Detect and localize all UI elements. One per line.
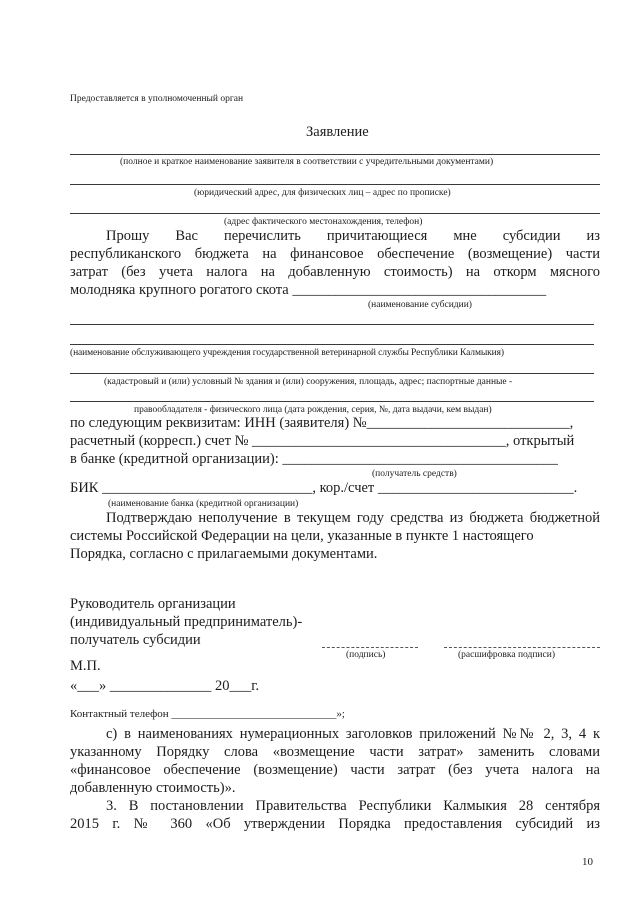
caption-signature: (подпись) <box>346 650 386 660</box>
request-line-1: Прошу Вас перечислить причитающиеся мне субсидии из <box>106 228 600 244</box>
requisites-line-1: по следующим реквизитам: ИНН (заявителя) №____________________________, <box>70 415 574 431</box>
owner-line <box>70 401 594 402</box>
para-3-line-1: 3. В постановлении Правительства Республики Калмыкия 28 сентября <box>106 798 600 814</box>
request-line-2: республиканского бюджета на финансовое обеспечение (возмещение) части <box>70 246 600 262</box>
request-line-3: затрат (без учета налога на добавленную стоимость) на откорм мясного <box>70 264 600 280</box>
para-c-line-4: добавленную стоимость)». <box>70 780 236 796</box>
para-c-line-2: указанному Порядку слова «возмещение части затрат» заменить словами <box>70 744 600 760</box>
caption-legal-address: (юридический адрес, для физических лиц – адрес по прописке) <box>194 188 451 198</box>
signatory-line-3: получатель субсидии <box>70 632 201 648</box>
page-title: Заявление <box>306 124 369 140</box>
signatory-line-1: Руководитель организации <box>70 596 236 612</box>
contact-phone-line: Контактный телефон ______________________________»; <box>70 708 345 720</box>
cadastral-line <box>70 373 594 374</box>
para-c-line-3: «финансовое обеспечение (возмещение) части затрат (без учета налога на <box>70 762 600 778</box>
signatory-line-2: (индивидуальный предприниматель)- <box>70 614 303 630</box>
confirm-line-1: Подтверждаю неполучение в текущем году средства из бюджета бюджетной <box>106 510 600 526</box>
caption-cadastral: (кадастровый и (или) условный № здания и (или) сооружения, площадь, адрес; паспортные данные - <box>104 377 513 387</box>
caption-recipient: (получатель средств) <box>372 469 457 479</box>
actual-address-line <box>70 213 600 214</box>
caption-vet-service: (наименование обслуживающего учреждения государственной ветеринарной службы Республики Калмыкия) <box>70 348 504 358</box>
caption-owner: правообладателя - физического лица (дата рождения, серия, №, дата выдачи, кем выдан) <box>134 405 492 415</box>
decoding-line <box>444 647 600 648</box>
caption-bank: (наименование банка (кредитной организации) <box>108 499 299 509</box>
stamp-mark: М.П. <box>70 658 101 674</box>
caption-applicant-name: (полное и краткое наименование заявителя в соответствии с учредительными документами) <box>120 157 494 167</box>
para-c-line-1: с) в наименованиях нумерационных заголовков приложений №№ 2, 3, 4 к <box>106 726 600 742</box>
caption-actual-address: (адрес фактического местонахождения, телефон) <box>224 217 423 227</box>
applicant-name-line <box>70 154 600 155</box>
bik-line: БИК _____________________________, кор./счет ___________________________. <box>70 480 578 496</box>
request-line-4: молодняка крупного рогатого скота ___________________________________ <box>70 282 547 298</box>
vet-line-2 <box>70 344 594 345</box>
caption-decoding: (расшифровка подписи) <box>458 650 555 660</box>
header-note: Предоставляется в уполномоченный орган <box>70 94 244 104</box>
caption-subsidy: (наименование субсидии) <box>368 300 472 310</box>
vet-line-1 <box>70 324 594 325</box>
requisites-line-3: в банке (кредитной организации): ______________________________________ <box>70 451 558 467</box>
confirm-line-3: Порядка, согласно с прилагаемыми документами. <box>70 546 378 562</box>
legal-address-line <box>70 184 600 185</box>
date-line: «___» ______________ 20___г. <box>70 678 260 694</box>
page-number: 10 <box>582 856 593 868</box>
confirm-line-2: системы Российской Федерации на цели, указанные в пункте 1 настоящего <box>70 528 534 544</box>
requisites-line-2: расчетный (корресп.) счет № ___________________________________, открытый <box>70 433 575 449</box>
signature-line <box>322 647 418 648</box>
para-3-line-2: 2015 г. № 360 «Об утверждении Порядка предоставления субсидий из <box>70 816 600 832</box>
